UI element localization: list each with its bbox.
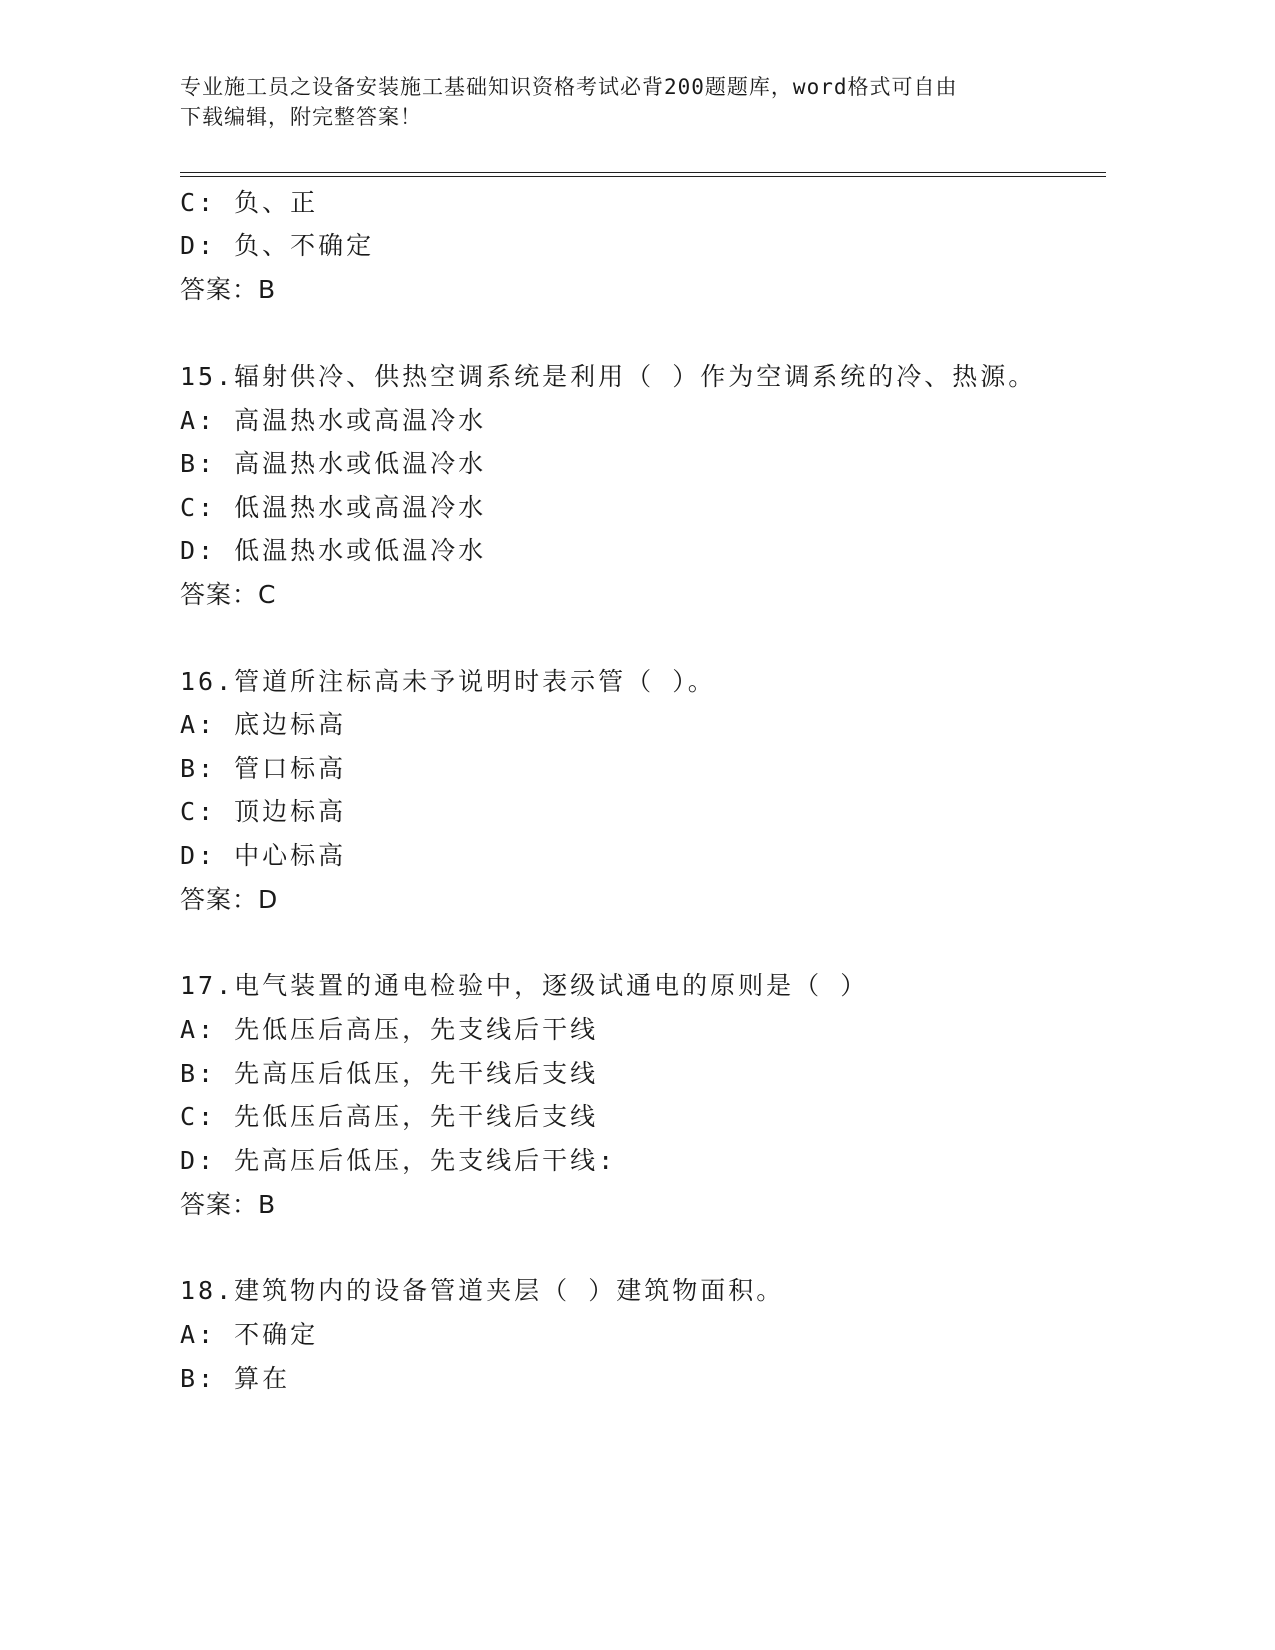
q18-option-a: A: 不确定: [180, 1320, 319, 1349]
q18-option-b: B: 算在: [180, 1364, 291, 1393]
q15-option-d: D: 低温热水或低温冷水: [180, 536, 487, 565]
q15-option-b: B: 高温热水或低温冷水: [180, 449, 487, 478]
q17-option-a: A: 先低压后高压，先支线后干线: [180, 1015, 599, 1044]
q14-option-d: D: 负、不确定: [180, 231, 375, 260]
q16-option-d: D: 中心标高: [180, 841, 347, 870]
q15-option-a: A: 高温热水或高温冷水: [180, 406, 487, 435]
header-divider: [180, 172, 1106, 177]
q16-option-b: B: 管口标高: [180, 754, 347, 783]
q16-question: 16.管道所注标高未予说明时表示管（ ）。: [180, 667, 716, 696]
q14-option-c: C: 负、正: [180, 188, 319, 217]
q17-option-b: B: 先高压后低压，先干线后支线: [180, 1059, 599, 1088]
header-line-2: 下载编辑，附完整答案！: [180, 105, 422, 129]
header-line-1: 专业施工员之设备安装施工基础知识资格考试必背200题题库，word格式可自由: [180, 75, 958, 99]
q17-answer: 答案：B: [180, 1190, 277, 1219]
q16-option-a: A: 底边标高: [180, 710, 347, 739]
q17-option-d: D: 先高压后低压，先支线后干线:: [180, 1146, 617, 1175]
q14-answer: 答案：B: [180, 275, 277, 304]
q16-answer: 答案：D: [180, 885, 279, 914]
q16-option-c: C: 顶边标高: [180, 797, 347, 826]
document-header: [180, 72, 1100, 132]
q17-question: 17.电气装置的通电检验中，逐级试通电的原则是（ ）: [180, 971, 869, 1000]
q17-option-c: C: 先低压后高压，先干线后支线: [180, 1102, 599, 1131]
q15-option-c: C: 低温热水或高温冷水: [180, 493, 487, 522]
q15-answer: 答案：C: [180, 580, 277, 609]
q15-question: 15.辐射供冷、供热空调系统是利用（ ）作为空调系统的冷、热源。: [180, 362, 1037, 391]
q18-question: 18.建筑物内的设备管道夹层（ ）建筑物面积。: [180, 1276, 785, 1305]
